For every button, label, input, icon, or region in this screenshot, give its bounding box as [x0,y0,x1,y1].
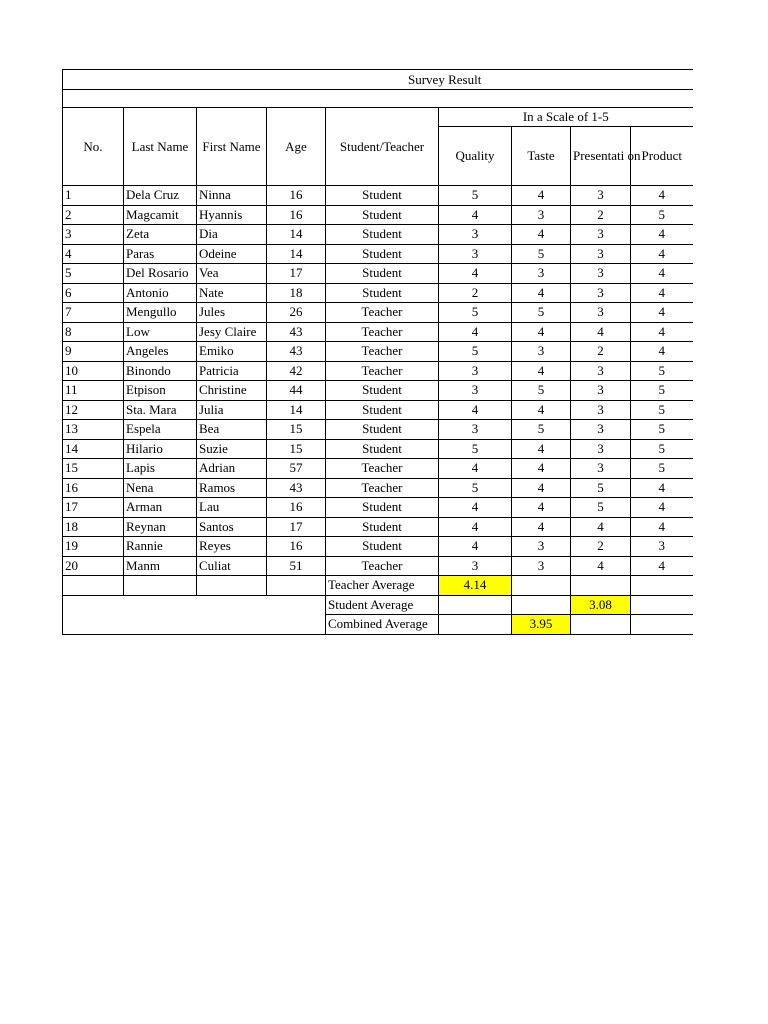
last-name-cell: Zeta [124,225,197,245]
quality-cell: 4 [439,517,512,537]
last-name-cell: Hilario [124,439,197,459]
presentation-cell: 3 [571,400,631,420]
age-cell: 17 [267,517,326,537]
taste-cell: 3 [512,556,571,576]
product-cell: 5 [631,400,693,420]
row-number: 14 [63,439,124,459]
row-number: 16 [63,478,124,498]
taste-cell: 4 [512,439,571,459]
presentation-cell: 3 [571,361,631,381]
role-cell: Student [326,225,439,245]
first-name-cell: Jesy Claire [197,322,267,342]
age-cell: 42 [267,361,326,381]
first-name-cell: Patricia [197,361,267,381]
taste-cell: 3 [512,264,571,284]
row-number: 13 [63,420,124,440]
presentation-cell: 5 [571,478,631,498]
row-number: 8 [63,322,124,342]
table-body [63,70,693,186]
product-cell: 5 [631,205,693,225]
first-name-cell: Ninna [197,186,267,206]
first-name-cell: Bea [197,420,267,440]
product-cell: 4 [631,264,693,284]
table-row [63,439,693,459]
last-name-cell: Antonio [124,283,197,303]
age-cell: 15 [267,420,326,440]
role-cell: Student [326,420,439,440]
last-name-cell: Reynan [124,517,197,537]
row-number: 6 [63,283,124,303]
product-cell: 4 [631,283,693,303]
row-number: 20 [63,556,124,576]
first-name-cell: Dia [197,225,267,245]
role-cell: Student [326,186,439,206]
taste-cell: 4 [512,186,571,206]
header-taste: Taste [512,127,571,186]
product-cell: 3 [631,537,693,557]
title-row [63,70,693,90]
quality-cell: 3 [439,420,512,440]
taste-cell: 4 [512,400,571,420]
quality-cell: 3 [439,225,512,245]
first-name-cell: Hyannis [197,205,267,225]
first-name-cell: Culiat [197,556,267,576]
age-cell: 17 [267,264,326,284]
age-cell: 43 [267,478,326,498]
presentation-cell: 3 [571,439,631,459]
data-rows [63,186,693,576]
first-name-cell: Reyes [197,537,267,557]
row-number: 15 [63,459,124,479]
presentation-cell: 3 [571,244,631,264]
header-quality: Quality [439,127,512,186]
product-cell: 5 [631,439,693,459]
presentation-cell: 2 [571,342,631,362]
first-name-cell: Lau [197,498,267,518]
role-cell: Student [326,400,439,420]
presentation-cell: 4 [571,322,631,342]
age-cell: 43 [267,342,326,362]
taste-cell: 5 [512,303,571,323]
quality-cell: 4 [439,322,512,342]
teacher-average-value: 4.14 [439,576,512,596]
empty-cell [63,576,124,596]
last-name-cell: Sta. Mara [124,400,197,420]
student-average-label: Student Average [326,595,439,615]
row-number: 9 [63,342,124,362]
last-name-cell: Arman [124,498,197,518]
empty-cell [439,595,512,615]
first-name-cell: Santos [197,517,267,537]
age-cell: 26 [267,303,326,323]
row-number: 3 [63,225,124,245]
merged-empty-cell [63,595,326,634]
student-average-value: 3.08 [571,595,631,615]
presentation-cell: 3 [571,303,631,323]
empty-cell [124,576,197,596]
role-cell: Teacher [326,478,439,498]
taste-cell: 4 [512,322,571,342]
combined-average-value: 3.95 [512,615,571,635]
table-row [63,478,693,498]
product-cell: 4 [631,303,693,323]
age-cell: 16 [267,537,326,557]
role-cell: Teacher [326,361,439,381]
header-presentation: Presentati on [571,127,631,186]
last-name-cell: Rannie [124,537,197,557]
first-name-cell: Suzie [197,439,267,459]
quality-cell: 5 [439,186,512,206]
table-row [63,244,693,264]
empty-cell [631,576,693,596]
presentation-cell: 3 [571,459,631,479]
first-name-cell: Vea [197,264,267,284]
last-name-cell: Lapis [124,459,197,479]
age-cell: 51 [267,556,326,576]
product-cell: 5 [631,381,693,401]
combined-average-label: Combined Average [326,615,439,635]
table-row [63,459,693,479]
taste-cell: 4 [512,478,571,498]
quality-cell: 4 [439,264,512,284]
presentation-cell: 2 [571,205,631,225]
last-name-cell: Espela [124,420,197,440]
first-name-cell: Ramos [197,478,267,498]
age-cell: 15 [267,439,326,459]
survey-table [62,69,693,635]
role-cell: Student [326,205,439,225]
empty-cell [571,576,631,596]
teacher-average-row [63,576,693,596]
role-cell: Student [326,283,439,303]
first-name-cell: Odeine [197,244,267,264]
quality-cell: 3 [439,361,512,381]
table-row [63,283,693,303]
last-name-cell: Magcamit [124,205,197,225]
taste-cell: 4 [512,459,571,479]
role-cell: Teacher [326,303,439,323]
quality-cell: 5 [439,303,512,323]
presentation-cell: 4 [571,556,631,576]
product-cell: 4 [631,556,693,576]
teacher-average-label: Teacher Average [326,576,439,596]
role-cell: Teacher [326,556,439,576]
age-cell: 14 [267,244,326,264]
last-name-cell: Etpison [124,381,197,401]
age-cell: 14 [267,400,326,420]
row-number: 10 [63,361,124,381]
table-row [63,537,693,557]
last-name-cell: Mengullo [124,303,197,323]
last-name-cell: Low [124,322,197,342]
presentation-cell: 3 [571,283,631,303]
taste-cell: 4 [512,225,571,245]
last-name-cell: Manm [124,556,197,576]
header-product: Product [631,127,693,186]
role-cell: Student [326,517,439,537]
table-row [63,498,693,518]
table-row [63,342,693,362]
last-name-cell: Binondo [124,361,197,381]
presentation-cell: 4 [571,517,631,537]
quality-cell: 5 [439,342,512,362]
empty-cell [512,595,571,615]
row-number: 1 [63,186,124,206]
role-cell: Teacher [326,342,439,362]
last-name-cell: Paras [124,244,197,264]
role-cell: Teacher [326,322,439,342]
taste-cell: 3 [512,537,571,557]
quality-cell: 3 [439,381,512,401]
product-cell: 5 [631,459,693,479]
row-number: 17 [63,498,124,518]
product-cell: 4 [631,322,693,342]
role-cell: Student [326,244,439,264]
first-name-cell: Julia [197,400,267,420]
empty-cell [267,576,326,596]
presentation-cell: 3 [571,225,631,245]
table-row [63,517,693,537]
quality-cell: 3 [439,244,512,264]
product-cell: 4 [631,498,693,518]
header-no: No. [63,108,124,186]
quality-cell: 4 [439,537,512,557]
empty-cell [439,615,512,635]
scale-label: In a Scale of 1-5 [439,108,693,127]
role-cell: Teacher [326,459,439,479]
role-cell: Student [326,498,439,518]
survey-title: Survey Result [63,70,693,90]
presentation-cell: 5 [571,498,631,518]
first-name-cell: Nate [197,283,267,303]
age-cell: 44 [267,381,326,401]
presentation-cell: 2 [571,537,631,557]
table-row [63,264,693,284]
age-cell: 16 [267,205,326,225]
first-name-cell: Adrian [197,459,267,479]
first-name-cell: Jules [197,303,267,323]
taste-cell: 4 [512,498,571,518]
quality-cell: 5 [439,478,512,498]
header-role: Student/Teacher [326,108,439,186]
product-cell: 5 [631,420,693,440]
header-row-1 [63,108,693,127]
header-age: Age [267,108,326,186]
quality-cell: 4 [439,459,512,479]
presentation-cell: 3 [571,420,631,440]
quality-cell: 5 [439,439,512,459]
table-row [63,556,693,576]
presentation-cell: 3 [571,381,631,401]
taste-cell: 5 [512,381,571,401]
taste-cell: 3 [512,205,571,225]
empty-cell [571,615,631,635]
product-cell: 4 [631,342,693,362]
quality-cell: 4 [439,498,512,518]
first-name-cell: Emiko [197,342,267,362]
quality-cell: 3 [439,556,512,576]
table-row [63,361,693,381]
row-number: 5 [63,264,124,284]
taste-cell: 5 [512,244,571,264]
empty-cell [197,576,267,596]
product-cell: 4 [631,225,693,245]
product-cell: 4 [631,244,693,264]
role-cell: Student [326,537,439,557]
empty-cell [512,576,571,596]
product-cell: 4 [631,186,693,206]
table-row [63,381,693,401]
quality-cell: 2 [439,283,512,303]
quality-cell: 4 [439,400,512,420]
role-cell: Student [326,439,439,459]
empty-cell [631,615,693,635]
taste-cell: 4 [512,517,571,537]
header-last-name: Last Name [124,108,197,186]
product-cell: 4 [631,517,693,537]
last-name-cell: Nena [124,478,197,498]
age-cell: 57 [267,459,326,479]
age-cell: 14 [267,225,326,245]
table-row [63,186,693,206]
presentation-cell: 3 [571,186,631,206]
product-cell: 5 [631,361,693,381]
taste-cell: 3 [512,342,571,362]
presentation-cell: 3 [571,264,631,284]
table-row [63,322,693,342]
role-cell: Student [326,264,439,284]
row-number: 7 [63,303,124,323]
quality-cell: 4 [439,205,512,225]
header-first-name: First Name [197,108,267,186]
row-number: 4 [63,244,124,264]
table-row [63,400,693,420]
taste-cell: 5 [512,420,571,440]
last-name-cell: Dela Cruz [124,186,197,206]
age-cell: 16 [267,498,326,518]
age-cell: 18 [267,283,326,303]
table-row [63,225,693,245]
age-cell: 43 [267,322,326,342]
product-cell: 4 [631,478,693,498]
age-cell: 16 [267,186,326,206]
row-number: 11 [63,381,124,401]
taste-cell: 4 [512,361,571,381]
student-average-row [63,595,693,615]
last-name-cell: Del Rosario [124,264,197,284]
empty-cell [631,595,693,615]
table-row [63,205,693,225]
table-row [63,303,693,323]
row-number: 2 [63,205,124,225]
averages-section [63,576,693,635]
taste-cell: 4 [512,283,571,303]
first-name-cell: Christine [197,381,267,401]
table-row [63,420,693,440]
last-name-cell: Angeles [124,342,197,362]
row-number: 12 [63,400,124,420]
blank-cell [63,90,693,108]
role-cell: Student [326,381,439,401]
blank-row [63,90,693,108]
row-number: 19 [63,537,124,557]
row-number: 18 [63,517,124,537]
